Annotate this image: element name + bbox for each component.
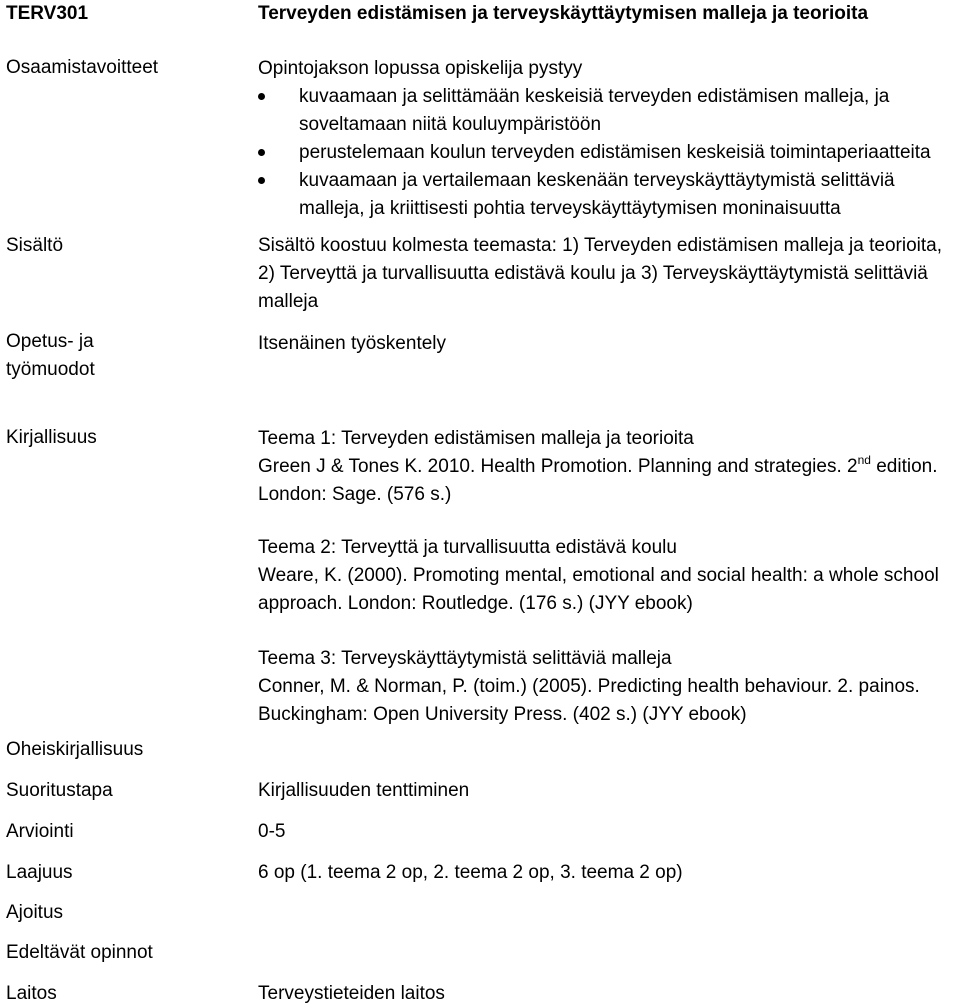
content-label: Sisältö: [6, 235, 64, 256]
theme1-ref-sup: nd: [857, 452, 871, 467]
theme3-ref-line2: Buckingham: Open University Press. (402 s.) (JYY ebook): [258, 704, 747, 725]
grading-value: 0-5: [258, 821, 286, 842]
theme2-ref-line2: approach. London: Routledge. (176 s.) (JYY ebook): [258, 593, 693, 614]
prerequisites-label: Edeltävät opinnot: [6, 942, 153, 963]
objectives-list: [258, 83, 931, 223]
list-item: [258, 139, 931, 167]
objective-1-line2: soveltamaan niitä kouluympäristöön: [299, 114, 602, 135]
scope-label: Laajuus: [6, 862, 73, 883]
scope-value: 6 op (1. teema 2 op, 2. teema 2 op, 3. teema 2 op): [258, 862, 683, 883]
theme3-title: Teema 3: Terveyskäyttäytymistä selittäviä malleja: [258, 648, 672, 669]
objective-3-line2: malleja, ja kriittisesti pohtia terveyskäyttäytymisen moninaisuutta: [299, 198, 841, 219]
theme1-ref-b: edition.: [870, 456, 938, 477]
theme1-ref-line2: London: Sage. (576 s.): [258, 484, 452, 505]
list-item: [258, 83, 931, 139]
list-item: [258, 167, 931, 223]
literature-label: Kirjallisuus: [6, 427, 97, 448]
course-title: Terveyden edistämisen ja terveyskäyttäytymisen malleja ja teorioita: [258, 3, 869, 24]
content-line2: 2) Terveyttä ja turvallisuutta edistävä koulu ja 3) Terveyskäyttäytymistä selittäviä: [258, 263, 928, 284]
bullet-icon: [258, 149, 265, 156]
teaching-value: Itsenäinen työskentely: [258, 333, 447, 354]
teaching-label-line1: Opetus- ja: [6, 331, 94, 352]
department-label: Laitos: [6, 983, 57, 1004]
objective-1-line1: kuvaamaan ja selittämään keskeisiä terveyden edistämisen malleja, ja: [299, 86, 890, 107]
bullet-icon: [258, 177, 265, 184]
supplementary-label: Oheiskirjallisuus: [6, 739, 144, 760]
objective-3-line1: kuvaamaan ja vertailemaan keskenään terveyskäyttäytymistä selittäviä: [299, 170, 895, 191]
objectives-label: Osaamistavoitteet: [6, 57, 159, 78]
department-value: Terveystieteiden laitos: [258, 983, 445, 1004]
grading-label: Arviointi: [6, 821, 74, 842]
objectives-intro: Opintojakson lopussa opiskelija pystyy: [258, 58, 583, 79]
theme2-ref-line1: Weare, K. (2000). Promoting mental, emotional and social health: a whole school: [258, 565, 939, 586]
objective-2-line1: perustelemaan koulun terveyden edistämisen keskeisiä toimintaperiaatteita: [299, 142, 931, 163]
theme1-ref-line1: [258, 453, 937, 481]
theme3-ref-line1: Conner, M. & Norman, P. (toim.) (2005). Predicting health behaviour. 2. painos.: [258, 676, 920, 697]
content-line1: Sisältö koostuu kolmesta teemasta: 1) Terveyden edistämisen malleja ja teorioita,: [258, 235, 942, 256]
timing-label: Ajoitus: [6, 902, 64, 923]
course-code: TERV301: [6, 3, 89, 24]
theme1-title: Teema 1: Terveyden edistämisen malleja ja teorioita: [258, 428, 694, 449]
theme1-ref-a: Green J & Tones K. 2010. Health Promotion. Planning and strategies. 2: [258, 456, 858, 477]
teaching-label-line2: työmuodot: [6, 359, 95, 380]
content-line3: malleja: [258, 291, 319, 312]
completion-value: Kirjallisuuden tenttiminen: [258, 780, 470, 801]
theme2-title: Teema 2: Terveyttä ja turvallisuutta edistävä koulu: [258, 537, 677, 558]
completion-label: Suoritustapa: [6, 780, 113, 801]
bullet-icon: [258, 93, 265, 100]
